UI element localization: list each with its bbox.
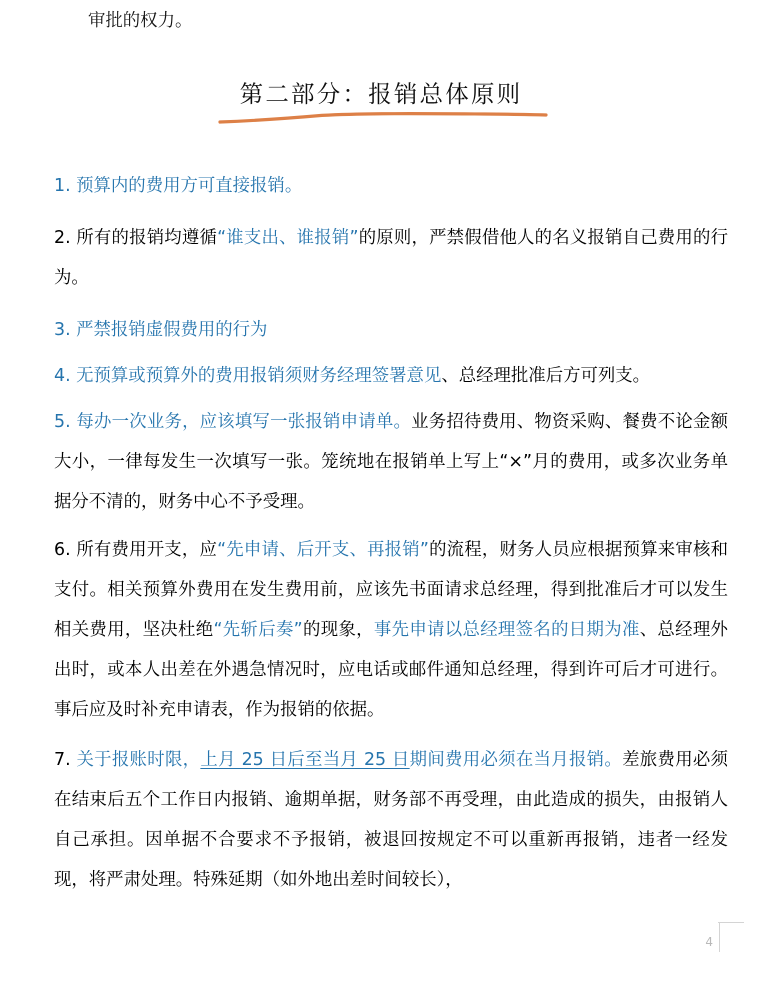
list-item [54,402,728,522]
list-item-text: 预算内的费用方可直接报销。 [76,176,303,196]
page-number: 4 [705,935,713,949]
list-item-text: 事先申请以总经理签名的日期为准 [373,620,640,640]
list-item [54,530,728,730]
section-heading-block [0,78,762,110]
list-item-text: 、总经理批准后方可列支。 [441,366,651,386]
list-item-text: “谁支出、谁报销” [217,228,359,248]
list-item [54,356,728,396]
principle-list [54,166,728,900]
corner-mark [690,922,744,964]
list-item-text: 差旅费用必须在结束后五个工作日内报销、逾期单据，财务部不再受理，由此造成的损失，由报销人自己承担。因单据不合要求不予报销，被退回按规定不可以重新再报销，违者一经发现，将严肃处理。特殊延期（如外地出差时间较长）， [54,750,728,890]
list-item [54,166,728,206]
list-item-text: 的原则，严禁假借他人的名义报销自己费用的行为。 [54,228,728,288]
list-item [54,310,728,350]
list-item-text: 期间费用必须在当月报销。 [409,750,623,770]
heading-underline-decoration [218,110,548,124]
list-item-text: 关于报账时限， [76,750,201,770]
list-item-text: 所有的报销均遵循 [76,228,218,248]
list-item-text: 所有费用开支，应 [76,540,218,560]
list-item-number: 2. [54,228,77,248]
list-item-number: 7. [54,750,77,770]
list-item [54,218,728,298]
list-item-number: 1. [54,176,77,196]
list-item-text: 严禁报销虚假费用的行为 [76,320,268,340]
list-item-number: 4. [54,366,77,386]
list-item-text: 的现象， [302,620,374,640]
list-item [54,740,728,900]
list-item-text: 、总经理外出时，或本人出差在外遇急情况时，应电话或邮件通知总经理，得到许可后才可进行。事后应及时补充申请表，作为报销的依据。 [54,620,728,720]
list-item-number: 6. [54,540,77,560]
list-item-number: 5. [54,412,77,432]
list-item-number: 3. [54,320,77,340]
list-item-text: 业务招待费用、物资采购、餐费不论金额大小，一律每发生一次填写一张。笼统地在报销单上写上“×”月的费用，或多次业务单据分不清的，财务中心不予受理。 [54,412,728,512]
corner-mark-vertical-rule [719,922,720,952]
list-item-text: 的流程，财务人员应根据预算来审核和支付。相关预算外费用在发生费用前，应该先书面请求总经理，得到批准后才可以发生相关费用，坚决杜绝 [54,540,728,640]
corner-mark-horizontal-rule [718,922,744,923]
list-item-text: “先申请、后开支、再报销” [217,540,429,560]
page-title: 第二部分：报销总体原则 [239,80,523,108]
list-item-underlined-text: 上月 25 日后至当月 25 日 [200,750,410,770]
list-item-text: “先斩后奏” [213,620,303,640]
carryover-line: 审批的权力。 [88,11,193,31]
list-item-text: 每办一次业务，应该填写一张报销申请单。 [76,412,412,432]
list-item-text: 无预算或预算外的费用报销须财务经理签署意见 [76,366,442,386]
